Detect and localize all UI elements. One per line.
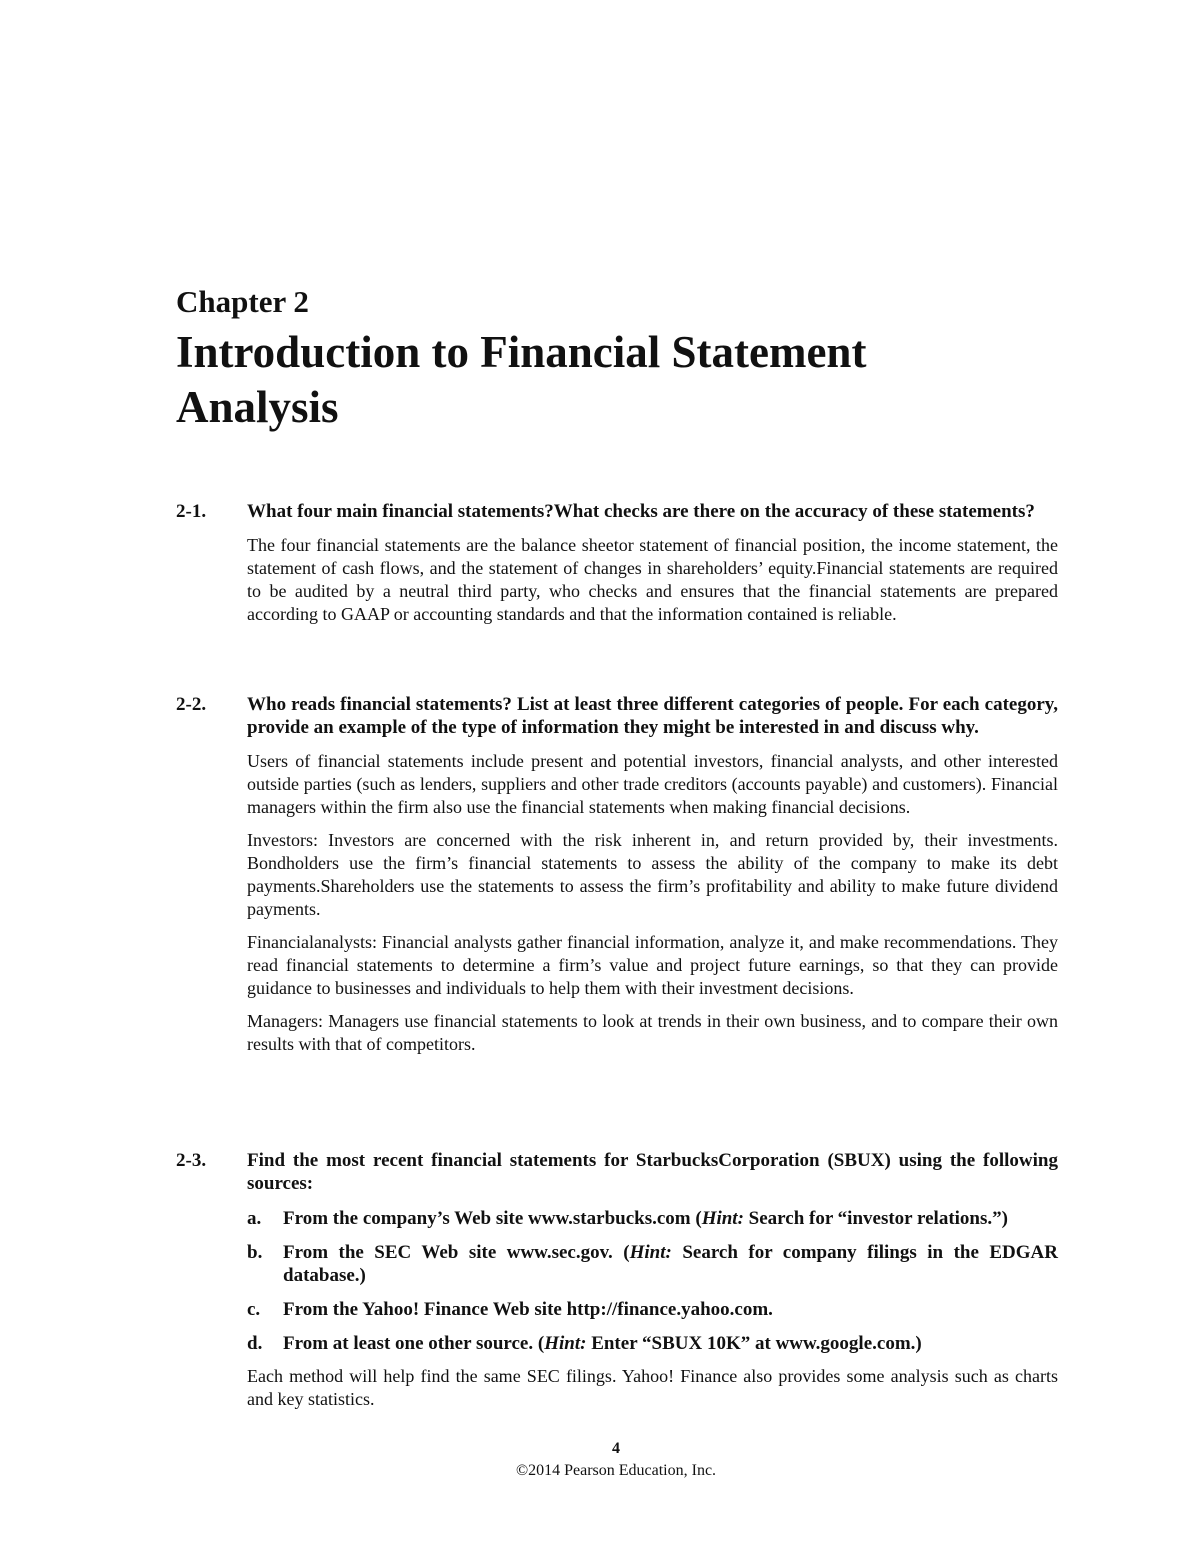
question-number: 2-2. [176, 694, 207, 715]
page-number: 4 [612, 1440, 620, 1457]
source-item-b [247, 1241, 1058, 1287]
copyright-notice: ©2014 Pearson Education, Inc. [515, 1462, 717, 1479]
question-text: Find the most recent financial statements for StarbucksCorporation (SBUX) using the following sources: [247, 1150, 1058, 1194]
item-letter: d. [247, 1333, 263, 1354]
chapter-title: Introduction to Financial Statement Analysis [176, 327, 867, 432]
answer-paragraph-analysts: Financialanalysts: Financial analysts gather financial information, analyze it, and make recommendations. They read financial statements to determine a firm’s value and project future earnings, so that they can provide guidance to businesses and individuals to help them with their investment decisions. [247, 932, 1058, 998]
conclusion-paragraph: Each method will help find the same SEC filings. Yahoo! Finance also provides some analysis such as charts and key statistics. [247, 1366, 1058, 1409]
item-text: From the Yahoo! Finance Web site http://finance.yahoo.com. [283, 1299, 773, 1320]
question-number: 2-1. [176, 501, 207, 522]
answer-paragraph: Users of financial statements include present and potential investors, financial analysts, and other interested outside parties (such as lenders, suppliers and other trade creditors (accounts payable) and customers). Financial managers within the firm also use the financial statements when making financial decisions. [247, 751, 1058, 817]
item-letter: a. [247, 1208, 262, 1229]
question-2-3 [176, 1149, 1058, 1411]
item-text: From the company’s Web site www.starbucks.com (Hint: Search for “investor relations.”) [283, 1208, 1008, 1229]
answer-paragraph-managers: Managers: Managers use financial statements to look at trends in their own business, and to compare their own results with that of competitors. [247, 1011, 1058, 1054]
question-text: Who reads financial statements? List at least three different categories of people. For each category, provide an example of the type of information they might be interested in and discuss why. [247, 694, 1058, 738]
item-text: From at least one other source. (Hint: Enter “SBUX 10K” at www.google.com.) [283, 1333, 922, 1354]
source-item-a [247, 1207, 1058, 1230]
question-number: 2-3. [176, 1150, 207, 1171]
item-text: From the SEC Web site www.sec.gov. (Hint: Search for company filings in the EDGAR database.) [283, 1242, 1058, 1286]
source-item-c [247, 1298, 1058, 1321]
answer-paragraph: The four financial statements are the balance sheetor statement of financial position, the income statement, the statement of cash flows, and the statement of changes in shareholders’ equity.Financial statements are required to be audited by a neutral third party, who checks and ensures that the financial statements are prepared according to GAAP or accounting standards and that the information contained is reliable. [247, 535, 1058, 624]
chapter-label: Chapter 2 [176, 284, 309, 319]
item-letter: c. [247, 1299, 261, 1320]
question-text: What four main financial statements?What checks are there on the accuracy of these statements? [247, 501, 1035, 522]
answer-paragraph-investors: Investors: Investors are concerned with the risk inherent in, and return provided by, their investments. Bondholders use the firm’s financial statements to assess the ability of the company to make its debt payments.Shareholders use the statements to assess the firm’s profitability and ability to make future dividend payments. [247, 830, 1058, 919]
item-letter: b. [247, 1242, 263, 1263]
source-item-d [247, 1332, 1058, 1355]
question-2-1 [176, 500, 1058, 626]
question-2-2 [176, 693, 1058, 1056]
